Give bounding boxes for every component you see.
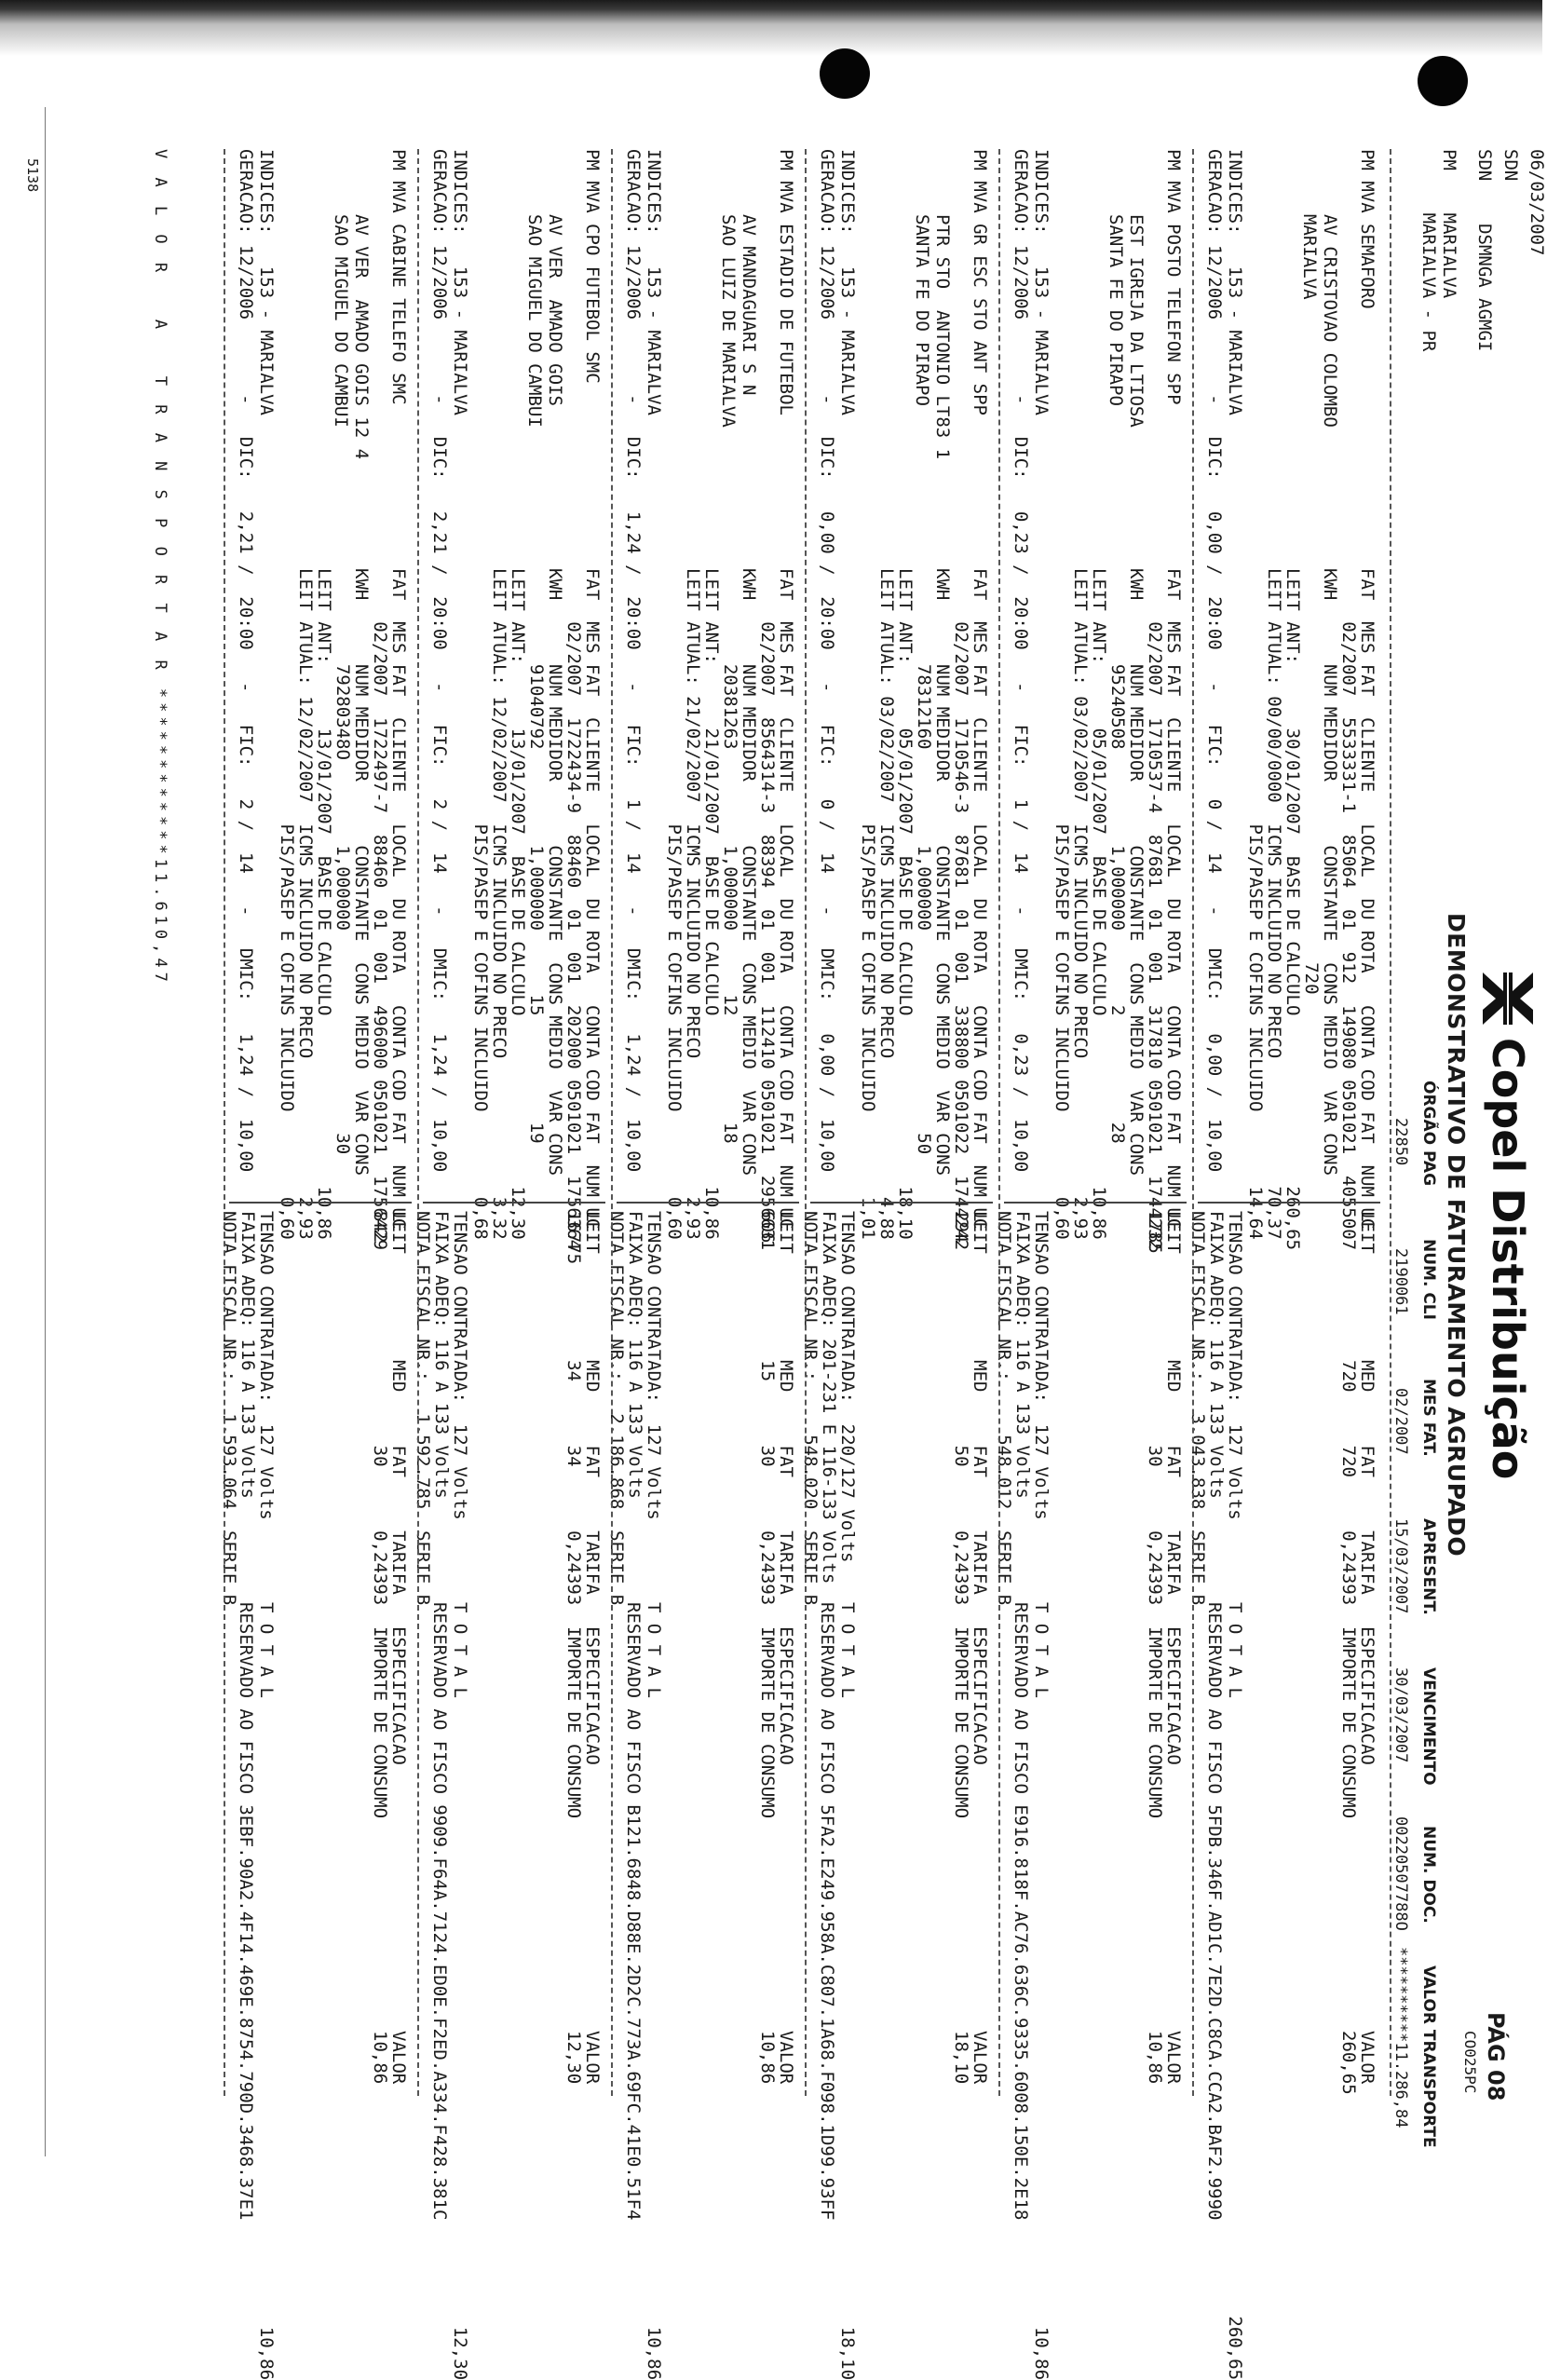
record-nota-fiscal: NOTA FISCAL NR.: 2.186.868 SERIE B <box>606 1211 627 1606</box>
record-total: T O T A L 12,30 <box>450 1602 470 2380</box>
record-indices: INDICES: 153 - MARIALVA <box>1031 149 1052 415</box>
copel-logo-icon <box>1479 969 1537 1028</box>
record-pis-cofins: PIS/PASEP E COFINS INCLUIDO 0,68 <box>470 568 491 1240</box>
column-divider <box>229 1202 412 1204</box>
record-valor: 18,10 <box>951 2031 971 2085</box>
record-meter-header: KWH NUM MEDIDOR CONSTANTE CONS MEDIO VAR CONS <box>739 568 759 1176</box>
record-city: SANTA FE DO PIRAPO <box>1106 214 1126 406</box>
record-name: PM MVA CABINE TELEFO SMC <box>388 149 409 405</box>
record-header-row: FAT MES FAT CLIENTE LOCAL DU ROTA CONTA COD FAT NUM UC <box>776 568 796 1230</box>
margin-line <box>45 107 46 2156</box>
record-tariff-header: LEIT MED FAT TARIFA ESPECIFICACAO <box>970 1211 990 1765</box>
header-separator <box>1390 149 1391 2096</box>
record-tariff-values: 720 720 0,24393 IMPORTE DE CONSUMO <box>1338 1211 1359 1819</box>
record-pis-cofins: PIS/PASEP E COFINS INCLUIDO 0,60 <box>277 568 297 1240</box>
record-tariff-values: 606 15 30 0,24393 IMPORTE DE CONSUMO <box>757 1211 778 1819</box>
record-main-values: 02/2007 1722497-7 88460 01 001 496000 0501021 1756429 <box>370 568 390 1251</box>
record-tensao: TENSAO CONTRATADA: 220/127 Volts <box>837 1211 858 1563</box>
logo-text: Copel Distribuição <box>1483 1038 1533 1480</box>
record-tariff-values: 842 30 0,24393 IMPORTE DE CONSUMO <box>370 1211 390 1819</box>
record-geracao: GERACAO: 12/2006 - DIC: 0,00 / 20:00 - FIC: 0 / 14 - DMIC: 0,00 / 10,00 <box>1204 149 1225 1173</box>
column-divider <box>1004 1202 1187 1204</box>
record-geracao: GERACAO: 12/2006 - DIC: 1,24 / 20:00 - FIC: 1 / 14 - DMIC: 1,24 / 10,00 <box>623 149 644 1173</box>
record-city: MARIALVA <box>1299 214 1320 300</box>
record-geracao: GERACAO: 12/2006 - DIC: 0,23 / 20:00 - FIC: 1 / 14 - DMIC: 0,23 / 10,00 <box>1011 149 1031 1173</box>
margin-page-number: 5138 <box>24 158 41 193</box>
record-faixa: FAIXA ADEQ: 116 A 133 Volts <box>431 1211 452 1499</box>
record-valor-label: VALOR <box>1357 2031 1377 2085</box>
record-pis-cofins: PIS/PASEP E COFINS INCLUIDO 0,60 <box>1052 568 1072 1240</box>
record-tariff-values: 294 50 0,24393 IMPORTE DE CONSUMO <box>951 1211 971 1819</box>
vencimento-value: 30/03/2007 <box>1391 1667 1410 1763</box>
record-tariff-values: 16775 34 34 0,24393 IMPORTE DE CONSUMO <box>563 1211 584 1819</box>
record-tariff-header: LEIT MED FAT TARIFA ESPECIFICACAO <box>1163 1211 1184 1765</box>
column-divider <box>1198 1202 1380 1204</box>
record-city: SANTA FE DO PIRAPO <box>912 214 932 406</box>
page-title: DEMONSTRATIVO DE FATURAMENTO AGRUPADO <box>1443 913 1470 1557</box>
record-valor-label: VALOR <box>970 2031 990 2085</box>
record-meter-header: KWH NUM MEDIDOR CONSTANTE CONS MEDIO VAR CONS <box>932 568 953 1176</box>
record-valor: 10,86 <box>370 2031 390 2085</box>
record-meter-values: 95240508 1,000000 2 28 <box>1107 568 1128 1144</box>
record-name: PM MVA SEMAFORO <box>1357 149 1377 309</box>
record-nota-fiscal: NOTA FISCAL NR.: 1.592.785 SERIE B <box>413 1211 433 1606</box>
page-code: CO025PC <box>1461 2031 1479 2094</box>
page-number: PÁG 08 <box>1483 2012 1509 2101</box>
record-base-calculo: LEIT ANT: 30/01/2007 BASE DE CALCULO 260,65 <box>1282 568 1303 1251</box>
apresent-value: 15/03/2007 <box>1391 1518 1410 1614</box>
col-valor-transporte: VALOR TRANSPORTE <box>1419 1965 1438 2148</box>
record-base-calculo: LEIT ANT: 05/01/2007 BASE DE CALCULO 18,10 <box>895 568 916 1240</box>
record-separator <box>224 149 225 2096</box>
record-icms: LEIT ATUAL: 12/02/2007 ICMS INCLUIDO NO PRECO 2,93 <box>295 568 316 1240</box>
record-meter-values: 20381263 1,000000 12 18 <box>720 568 740 1144</box>
record-faixa: FAIXA ADEQ: 201-231 E 116-133 Volts <box>819 1211 839 1584</box>
num-doc-value: 00220507788O <box>1391 1816 1410 1931</box>
col-orgao-pag: ÓRGÃO PAG <box>1419 1081 1438 1187</box>
record-tariff-values: 1785 30 0,24393 IMPORTE DE CONSUMO <box>1145 1211 1165 1819</box>
record-tariff-header: LEIT MED FAT TARIFA ESPECIFICACAO <box>776 1211 796 1765</box>
record-valor: 10,86 <box>757 2031 778 2085</box>
record-main-values: 02/2007 5533331-1 85064 01 912 149080 0501021 4055007 <box>1338 568 1359 1251</box>
record-address: PTR STO ANTONIO LT83 1 <box>932 214 953 460</box>
record-main-values: 02/2007 1710546-3 87681 01 001 338800 0501022 1744242 <box>951 568 971 1251</box>
col-apresent: APRESENT. <box>1419 1518 1438 1615</box>
record-reservado-fisco: RESERVADO AO FISCO 5FDB.346F.AD1C.7E2D.C8CA.CCA2.BAF2.9990 <box>1204 1602 1225 2221</box>
record-tensao: TENSAO CONTRATADA: 127 Volts <box>1031 1211 1052 1520</box>
record-tensao: TENSAO CONTRATADA: 127 Volts <box>1225 1211 1245 1520</box>
record-header-row: FAT MES FAT CLIENTE LOCAL DU ROTA CONTA COD FAT NUM UC <box>388 568 409 1230</box>
record-tariff-header: LEIT MED FAT TARIFA ESPECIFICACAO <box>388 1211 409 1765</box>
mes-fat-value: 02/2007 <box>1391 1388 1410 1455</box>
record-faixa: FAIXA ADEQ: 116 A 133 Volts <box>625 1211 645 1499</box>
record-name: PM MVA GR ESC STO ANT SPP <box>970 149 990 415</box>
record-icms: LEIT ATUAL: 21/02/2007 ICMS INCLUIDO NO PRECO 2,93 <box>683 568 703 1240</box>
issue-date: 06/03/2007 <box>1527 149 1547 256</box>
record-base-calculo: LEIT ANT: 13/01/2007 BASE DE CALCULO 12,30 <box>508 568 528 1240</box>
record-meter-values: 720 <box>1301 568 1322 995</box>
record-separator <box>805 149 807 2096</box>
record-header-row: FAT MES FAT CLIENTE LOCAL DU ROTA CONTA COD FAT NUM UC <box>970 568 990 1230</box>
record-total: T O T A L 10,86 <box>256 1602 277 2380</box>
column-divider <box>423 1202 605 1204</box>
record-pis-cofins: PIS/PASEP E COFINS INCLUIDO 1,01 <box>858 568 878 1240</box>
record-faixa: FAIXA ADEQ: 116 A 133 Volts <box>1012 1211 1033 1499</box>
record-separator <box>611 149 613 2096</box>
record-header-row: FAT MES FAT CLIENTE LOCAL DU ROTA CONTA COD FAT NUM UC <box>582 568 603 1230</box>
col-num-cli: NUM. CLI <box>1419 1239 1438 1320</box>
record-meter-header: KWH NUM MEDIDOR CONSTANTE CONS MEDIO VAR CONS <box>351 568 372 1176</box>
record-indices: INDICES: 153 - MARIALVA <box>1225 149 1245 415</box>
record-total: T O T A L 10,86 <box>1031 1602 1052 2380</box>
record-geracao: GERACAO: 12/2006 - DIC: 2,21 / 20:00 - FIC: 2 / 14 - DMIC: 1,24 / 10,00 <box>236 149 256 1173</box>
record-tariff-header: LEIT MED FAT TARIFA ESPECIFICACAO <box>1357 1211 1377 1765</box>
record-icms: LEIT ATUAL: 03/02/2007 ICMS INCLUIDO NO PRECO 4,88 <box>876 568 897 1240</box>
record-nota-fiscal: NOTA FISCAL NR.: 1.593.064 SERIE B <box>219 1211 239 1606</box>
orgao-pag-value: 22850 <box>1391 1118 1410 1166</box>
record-reservado-fisco: RESERVADO AO FISCO E916.818F.AC76.636C.9335.6008.150E.2E18 <box>1011 1602 1031 2221</box>
record-separator <box>417 149 419 2096</box>
record-city: SAO MIGUEL DO CAMBUI <box>331 214 351 428</box>
record-icms: LEIT ATUAL: 03/02/2007 ICMS INCLUIDO NO PRECO 2,93 <box>1070 568 1091 1240</box>
record-header-row: FAT MES FAT CLIENTE LOCAL DU ROTA CONTA COD FAT NUM UC <box>1357 568 1377 1230</box>
record-geracao: GERACAO: 12/2006 - DIC: 0,00 / 20:00 - FIC: 0 / 14 - DMIC: 0,00 / 10,00 <box>817 149 837 1173</box>
record-indices: INDICES: 153 - MARIALVA <box>450 149 470 415</box>
record-separator <box>1192 149 1194 2096</box>
record-meter-values: 79280348O 1,000000 30 <box>332 568 353 1155</box>
record-city: SAO MIGUEL DO CAMBUI <box>524 214 545 428</box>
col-num-doc: NUM. DOC. <box>1419 1826 1438 1924</box>
record-valor-label: VALOR <box>388 2031 409 2085</box>
record-icms: LEIT ATUAL: 00/00/0000 ICMS INCLUIDO NO PRECO 70,37 <box>1264 568 1284 1240</box>
column-divider <box>810 1202 993 1204</box>
record-reservado-fisco: RESERVADO AO FISCO B121.6848.D88E.2D2C.773A.69FC.41E0.51F4 <box>623 1602 644 2221</box>
sdn-agency: SDN DSMNGA AGMGI <box>1474 149 1495 352</box>
record-tariff-header: LEIT MED FAT TARIFA ESPECIFICACAO <box>582 1211 603 1765</box>
record-nota-fiscal: NOTA FISCAL NR.: 548.020 SERIE B <box>800 1211 821 1606</box>
record-reservado-fisco: RESERVADO AO FISCO 5FA2.E249.958A.C807.1A68.F098.1D99.93FF <box>817 1602 837 2221</box>
col-vencimento: VENCIMENTO <box>1419 1667 1438 1786</box>
record-meter-values: 78312160 1,000000 50 <box>914 568 934 1155</box>
record-base-calculo: LEIT ANT: 05/01/2007 BASE DE CALCULO 10,86 <box>1089 568 1109 1240</box>
record-geracao: GERACAO: 12/2006 - DIC: 2,21 / 20:00 - FIC: 2 / 14 - DMIC: 1,24 / 10,00 <box>429 149 450 1173</box>
client-name: PM MARIALVA <box>1439 149 1459 299</box>
record-valor: 260,65 <box>1338 2031 1359 2095</box>
column-divider <box>617 1202 799 1204</box>
record-name: PM MVA POSTO TELEFON SPP <box>1163 149 1184 405</box>
record-indices: INDICES: 153 - MARIALVA <box>644 149 664 415</box>
record-tensao: TENSAO CONTRATADA: 127 Volts <box>256 1211 277 1520</box>
record-pis-cofins: PIS/PASEP E COFINS INCLUIDO 0,60 <box>664 568 685 1240</box>
record-meter-header: KWH NUM MEDIDOR CONSTANTE CONS MEDIO VAR CONS <box>545 568 565 1176</box>
record-name: PM MVA ESTADIO DE FUTEBOL <box>776 149 796 415</box>
record-faixa: FAIXA ADEQ: 116 A 133 Volts <box>237 1211 258 1499</box>
record-address: AV CRISTOVAO COLOMBO <box>1320 214 1340 428</box>
sdn-label: SDN <box>1500 149 1521 182</box>
record-separator <box>998 149 1000 2096</box>
billing-statement <box>149 149 1547 2380</box>
record-reservado-fisco: RESERVADO AO FISCO 3EBF.90A2.4F14.469E.8754.790D.3468.37E1 <box>236 1602 256 2221</box>
num-cli-value: 2190061 <box>1391 1248 1410 1315</box>
record-pis-cofins: PIS/PASEP E COFINS INCLUIDO 14,64 <box>1245 568 1266 1240</box>
record-base-calculo: LEIT ANT: 13/01/2007 BASE DE CALCULO 10,86 <box>314 568 334 1240</box>
record-city: SAO LUIZ DE MARIALVA <box>718 214 739 428</box>
record-nota-fiscal: NOTA FISCAL NR.: 3.043.838 SERIE B <box>1187 1211 1208 1606</box>
col-mes-fat: MES FAT. <box>1419 1379 1438 1457</box>
record-address: AV MANDAGUARI S N <box>739 214 759 396</box>
record-indices: INDICES: 153 - MARIALVA <box>837 149 858 415</box>
record-nota-fiscal: NOTA FISCAL NR.: 548.012 SERIE B <box>994 1211 1014 1606</box>
valor-a-transportar: V A L O R A T R A N S P O R T A R ************11.610,47 <box>151 149 170 986</box>
record-address: AV VER AMADO GOIS <box>545 214 565 406</box>
record-name: PM MVA CPO FUTEBOL SMC <box>582 149 603 384</box>
punch-hole <box>820 48 870 99</box>
client-city: MARIALVA - PR <box>1418 149 1439 352</box>
record-main-values: 02/2007 1710537-4 87681 01 001 317810 0501021 1744232 <box>1145 568 1165 1251</box>
punch-hole <box>1418 56 1468 106</box>
record-valor: 12,30 <box>563 2031 584 2085</box>
record-reservado-fisco: RESERVADO AO FISCO 9909.F64A.7124.ED0E.F2ED.A334.F428.381C <box>429 1602 450 2221</box>
copel-logo <box>1479 969 1537 1479</box>
record-address: EST IGREJA DA LTIOSA <box>1126 214 1147 428</box>
record-meter-header: KWH NUM MEDIDOR CONSTANTE CONS MEDIO VAR CONS <box>1126 568 1147 1176</box>
record-indices: INDICES: 153 - MARIALVA <box>256 149 277 415</box>
record-tensao: TENSAO CONTRATADA: 127 Volts <box>644 1211 664 1520</box>
record-total: T O T A L 10,86 <box>644 1602 664 2380</box>
record-main-values: 02/2007 1722434-9 88460 01 001 202000 0501021 1756364 <box>563 568 584 1251</box>
record-base-calculo: LEIT ANT: 21/01/2007 BASE DE CALCULO 10,86 <box>701 568 722 1240</box>
record-tensao: TENSAO CONTRATADA: 127 Volts <box>450 1211 470 1520</box>
record-valor-label: VALOR <box>582 2031 603 2085</box>
record-faixa: FAIXA ADEQ: 116 A 133 Volts <box>1206 1211 1227 1499</box>
record-main-values: 02/2007 8564314-3 88394 01 001 112410 0501021 2956631 <box>757 568 778 1251</box>
scan-top-edge <box>0 0 1542 56</box>
record-valor-label: VALOR <box>776 2031 796 2085</box>
record-header-row: FAT MES FAT CLIENTE LOCAL DU ROTA CONTA COD FAT NUM UC <box>1163 568 1184 1230</box>
record-total: T O T A L 260,65 <box>1225 1602 1245 2380</box>
record-meter-values: 91040792 1,000000 15 19 <box>526 568 547 1144</box>
record-valor: 10,86 <box>1145 2031 1165 2085</box>
record-icms: LEIT ATUAL: 12/02/2007 ICMS INCLUIDO NO PRECO 3,32 <box>489 568 509 1240</box>
record-address: AV VER AMADO GOIS 12 4 <box>351 214 372 460</box>
record-valor-label: VALOR <box>1163 2031 1184 2085</box>
record-meter-header: KWH NUM MEDIDOR CONSTANTE CONS MEDIO VAR CONS <box>1320 568 1340 1176</box>
record-total: T O T A L 18,10 <box>837 1602 858 2380</box>
valor-transporte-value: **********11.286,84 <box>1391 1947 1410 2128</box>
